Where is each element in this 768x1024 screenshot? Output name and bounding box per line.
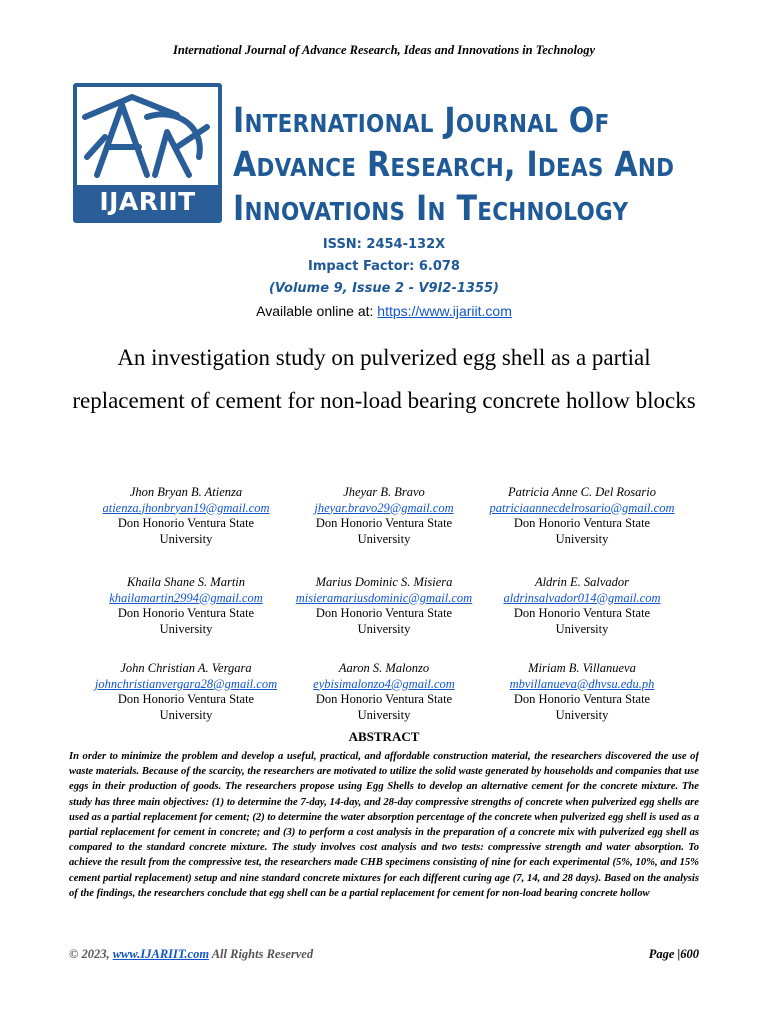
abstract-heading: ABSTRACT bbox=[348, 729, 420, 744]
author-block bbox=[76, 661, 296, 723]
author-name: Jhon Bryan B. Atienza bbox=[129, 485, 243, 499]
author-name: John Christian A. Vergara bbox=[120, 661, 252, 675]
logo-emblem-icon bbox=[77, 87, 218, 187]
author-affiliation: Don Honorio Ventura State bbox=[513, 516, 651, 530]
page-number: Page |600 bbox=[648, 947, 699, 961]
journal-name-line-1: International Journal Of bbox=[233, 101, 610, 141]
author-email-link[interactable]: aldrinsalvador014@gmail.com bbox=[503, 590, 661, 605]
author-block bbox=[274, 485, 494, 547]
author-affiliation: Don Honorio Ventura State bbox=[315, 516, 453, 530]
author-email-link[interactable]: eybisimalonzo4@gmail.com bbox=[313, 676, 455, 691]
publication-meta bbox=[0, 234, 768, 322]
journal-website-link[interactable]: https://www.ijariit.com bbox=[377, 303, 512, 319]
author-name: Aldrin E. Salvador bbox=[534, 575, 630, 589]
author-block bbox=[76, 485, 296, 547]
impact-factor: Impact Factor: 6.078 bbox=[308, 259, 460, 274]
paper-title: An investigation study on pulverized egg shell as a partial replacement of cement for non-load bearing concrete hollow blocks bbox=[72, 345, 696, 413]
author-affiliation-line-2: University bbox=[159, 707, 213, 722]
author-affiliation-line-2: University bbox=[357, 621, 411, 636]
author-email-link[interactable]: patriciaannecdelrosario@gmail.com bbox=[489, 500, 675, 515]
author-affiliation: Don Honorio Ventura State bbox=[315, 692, 453, 706]
logo-text: IJARIIT bbox=[77, 185, 218, 219]
author-affiliation-line-2: University bbox=[555, 531, 609, 546]
author-block bbox=[274, 661, 494, 723]
author-email-link[interactable]: mbvillanueva@dhvsu.edu.ph bbox=[509, 676, 655, 691]
author-block bbox=[274, 575, 494, 637]
author-affiliation-line-2: University bbox=[555, 707, 609, 722]
author-email-link[interactable]: atienza.jhonbryan19@gmail.com bbox=[102, 500, 270, 515]
volume-issue: (Volume 9, Issue 2 - V9I2-1355) bbox=[268, 281, 499, 296]
author-email-link[interactable]: johnchristianvergara28@gmail.com bbox=[94, 676, 278, 691]
author-block bbox=[76, 575, 296, 637]
author-name: Khaila Shane S. Martin bbox=[126, 575, 246, 589]
copyright-suffix: All Rights Reserved bbox=[209, 947, 314, 961]
author-block bbox=[472, 661, 692, 723]
copyright-prefix: © 2023, bbox=[69, 947, 113, 961]
running-header: International Journal of Advance Research, Ideas and Innovations in Technology bbox=[172, 43, 596, 57]
author-affiliation: Don Honorio Ventura State bbox=[117, 516, 255, 530]
footer-website-link[interactable]: www.IJARIIT.com bbox=[112, 947, 210, 961]
author-affiliation-line-2: University bbox=[159, 531, 213, 546]
author-affiliation: Don Honorio Ventura State bbox=[315, 606, 453, 620]
author-affiliation: Don Honorio Ventura State bbox=[513, 606, 651, 620]
author-name: Aaron S. Malonzo bbox=[338, 661, 430, 675]
author-name: Marius Dominic S. Misiera bbox=[315, 575, 453, 589]
copyright-notice bbox=[69, 947, 313, 962]
author-affiliation-line-2: University bbox=[357, 707, 411, 722]
journal-name-line-3: Innovations In Technology bbox=[233, 189, 629, 229]
author-affiliation-line-2: University bbox=[555, 621, 609, 636]
author-affiliation-line-2: University bbox=[357, 531, 411, 546]
author-affiliation: Don Honorio Ventura State bbox=[117, 606, 255, 620]
author-affiliation-line-2: University bbox=[159, 621, 213, 636]
availability-line bbox=[0, 300, 768, 322]
author-name: Miriam B. Villanueva bbox=[528, 661, 636, 675]
availability-label: Available online at: bbox=[256, 303, 378, 319]
author-email-link[interactable]: khailamartin2994@gmail.com bbox=[109, 590, 263, 605]
author-block bbox=[472, 485, 692, 547]
author-email-link[interactable]: jheyar.bravo29@gmail.com bbox=[314, 500, 454, 515]
journal-name-line-2: Advance Research, Ideas And bbox=[233, 145, 675, 185]
author-affiliation: Don Honorio Ventura State bbox=[117, 692, 255, 706]
author-block bbox=[472, 575, 692, 637]
author-name: Patricia Anne C. Del Rosario bbox=[507, 485, 657, 499]
journal-logo bbox=[73, 83, 222, 223]
author-email-link[interactable]: misieramariusdominic@gmail.com bbox=[295, 590, 473, 605]
abstract-body: In order to minimize the problem and develop a useful, practical, and affordable construction material, the researchers discovered the use of waste materials. Because of the scarcity, the researchers are motivated to utilize the solid waste generated by households and companies that use eggs in their production of goods. The researchers propose using Egg Shells to develop an alternative cement for the concrete mixture. The study has three main objectives: (1) to determine the 7-day, 14-day, and 28-day compressive strengths of concrete when pulverized egg shells are used as a partial replacement for cement; (2) to determine the water absorption percentage of the concrete when pulverized egg shell is used as a partial replacement for cement in concrete; and (3) to perform a cost analysis in the preparation of a concrete mix with pulverized egg shell as compared to the standard concrete mixture. The study involves cost analysis and two tests: compressive strength and water absorption. To achieve the result from the compressive test, the researchers made CHB specimens consisting of nine for each experimental (5%, 10%, and 15% cement partial replacement) setup and nine standard concrete mixtures for each different curing age (7, 14, and 28 days). Based on the analysis of the findings, the researchers conclude that egg shell can be a partial replacement for cement for non-load bearing concrete hollow bbox=[69, 751, 699, 899]
author-name: Jheyar B. Bravo bbox=[343, 485, 425, 499]
author-affiliation: Don Honorio Ventura State bbox=[513, 692, 651, 706]
issn: ISSN: 2454-132X bbox=[322, 237, 446, 252]
journal-name bbox=[233, 99, 680, 231]
